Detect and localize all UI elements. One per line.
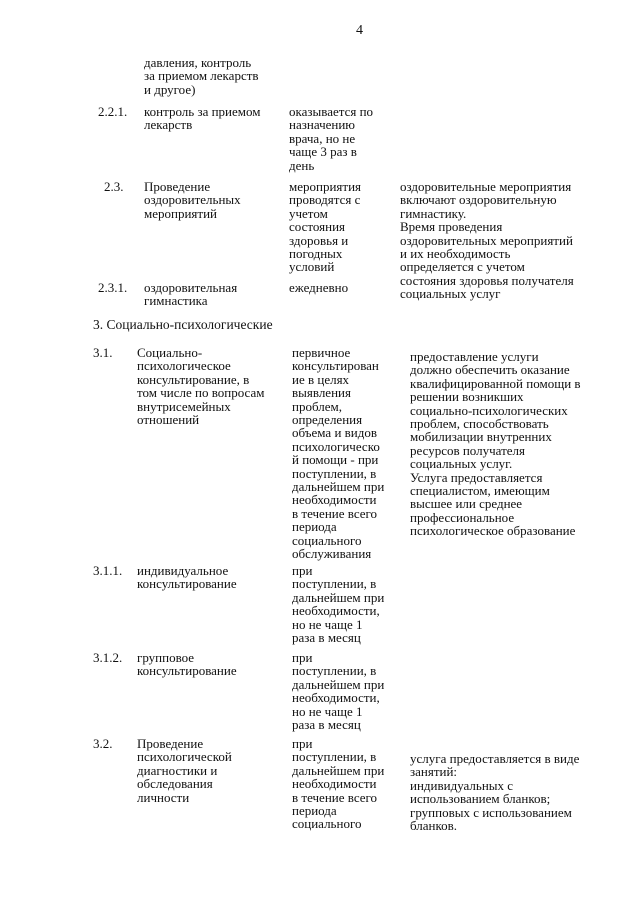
page-number: 4 [356,23,363,38]
row-3-1-2-frequency: при поступлении, в дальнейшем при необходимости, но не чаще 1 раза в месяц [292,650,385,733]
row-3-2-number: 3.2. [93,736,113,751]
row-2-2-1-number: 2.2.1. [98,104,128,119]
row-2-3-1-number: 2.3.1. [98,280,128,295]
row-3-2-frequency: при поступлении, в дальнейшем при необходимости в течение всего периода социального [292,736,385,832]
row-cont-name: давления, контроль за приемом лекарств и другое) [144,55,259,97]
row-3-2-name: Проведение психологической диагностики и обследования личности [137,736,232,805]
row-3-1-number: 3.1. [93,345,113,360]
row-2-3-notes: оздоровительные мероприятия включают оздоровительную гимнастику. Время проведения оздоровительных мероприятий и их необходимость определяется с учетом состояния здоровья получателя социальных услуг [400,179,574,302]
row-2-3-frequency: мероприятия проводятся с учетом состояния здоровья и погодных условий [289,179,362,275]
row-3-1-1-name: индивидуальное консультирование [137,563,237,592]
section-3-heading: 3. Социально-психологические [93,317,273,332]
row-2-2-1-name: контроль за приемом лекарств [144,104,261,133]
row-2-3-name: Проведение оздоровительных мероприятий [144,179,241,221]
row-3-1-notes: предоставление услуги должно обеспечить оказание квалифицированной помощи в решении возникших социально-психологических проблем, способствовать мобилизации внутренних ресурсов получателя социальных услуг. Услуга предоставляется специалистом, имеющим высшее или среднее профессиональное психологическое образование [410,349,581,539]
row-2-3-1-frequency: ежедневно [289,280,349,295]
row-3-1-name: Социально- психологическое консультирование, в том числе по вопросам внутрисемейных отношений [137,345,265,428]
row-3-1-2-number: 3.1.2. [93,650,123,665]
row-2-2-1-frequency: оказывается по назначению врача, но не чаще 3 раз в день [289,104,374,173]
row-2-3-1-name: оздоровительная гимнастика [144,280,238,309]
row-2-3-number: 2.3. [104,179,124,194]
row-3-2-notes: услуга предоставляется в виде занятий: индивидуальных с использованием бланков; групповых с использованием бланков. [410,751,580,834]
row-3-1-1-frequency: при поступлении, в дальнейшем при необходимости, но не чаще 1 раза в месяц [292,563,385,646]
row-3-1-2-name: групповое консультирование [137,650,237,679]
row-3-1-1-number: 3.1.1. [93,563,123,578]
row-3-1-frequency: первичное консультирован ие в целях выявления проблем, определения объема и видов психологическо й помощи - при поступлении, в дальнейшем при необходимости в течение всего периода социального обслуживания [292,345,385,562]
